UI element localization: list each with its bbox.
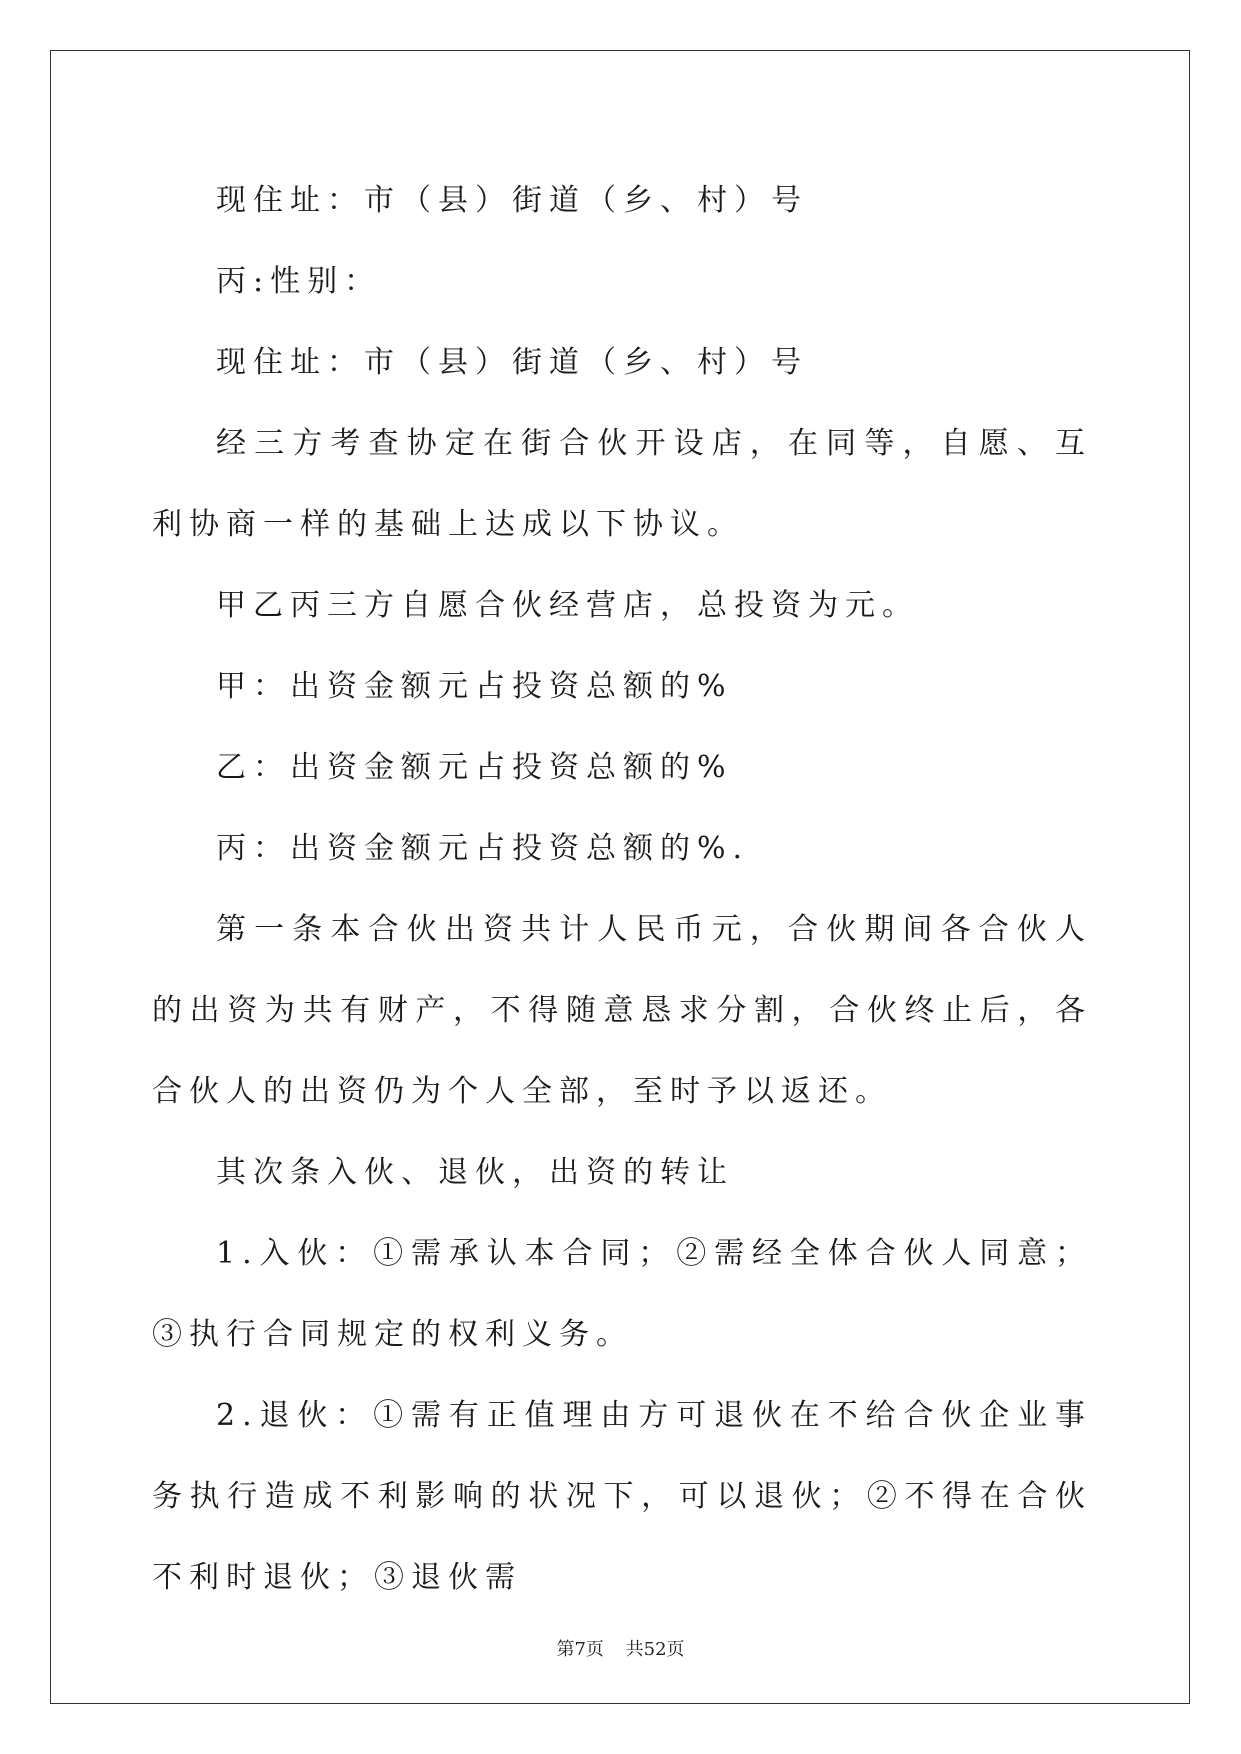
- paragraph-party-c-share: 丙：出资金额元占投资总额的%.: [216, 831, 750, 866]
- paragraph-article-1: 第一条本合伙出资共计人民币元，合伙期间各合伙人的出资为共有财产，不得随意恳求分割，合伙终止后，各合伙人的出资仍为个人全部，至时予以返还。: [152, 912, 1092, 1109]
- paragraph-party-a-share: 甲：出资金额元占投资总额的%: [216, 669, 733, 704]
- page-footer: [0, 1635, 1241, 1661]
- paragraph-joining: 1.入伙：①需承认本合同；②需经全体合伙人同意；③执行合同规定的权利义务。: [152, 1236, 1092, 1352]
- paragraph-address-2: 现住址：市（县）街道（乡、村）号: [216, 345, 808, 380]
- paragraph-party-b-share: 乙：出资金额元占投资总额的%: [216, 750, 733, 785]
- paragraph-party-c-gender: 丙:性别：: [216, 264, 382, 299]
- paragraph-agreement-intro: 经三方考查协定在街合伙开设店，在同等，自愿、互利协商一样的基础上达成以下协议。: [152, 426, 1092, 542]
- paragraph-address-1: 现住址：市（县）街道（乡、村）号: [216, 183, 808, 218]
- page-total: 共52页: [625, 1639, 685, 1660]
- paragraph-withdrawal: 2.退伙：①需有正值理由方可退伙在不给合伙企业事务执行造成不利影响的状况下，可以退伙；②不得在合伙不利时退伙；③退伙需: [152, 1398, 1092, 1595]
- page-number: 第7页: [556, 1639, 604, 1660]
- document-body: [152, 160, 1092, 1618]
- paragraph-article-2-heading: 其次条入伙、退伙，出资的转让: [216, 1155, 734, 1190]
- paragraph-total-investment: 甲乙丙三方自愿合伙经营店，总投资为元。: [216, 588, 919, 623]
